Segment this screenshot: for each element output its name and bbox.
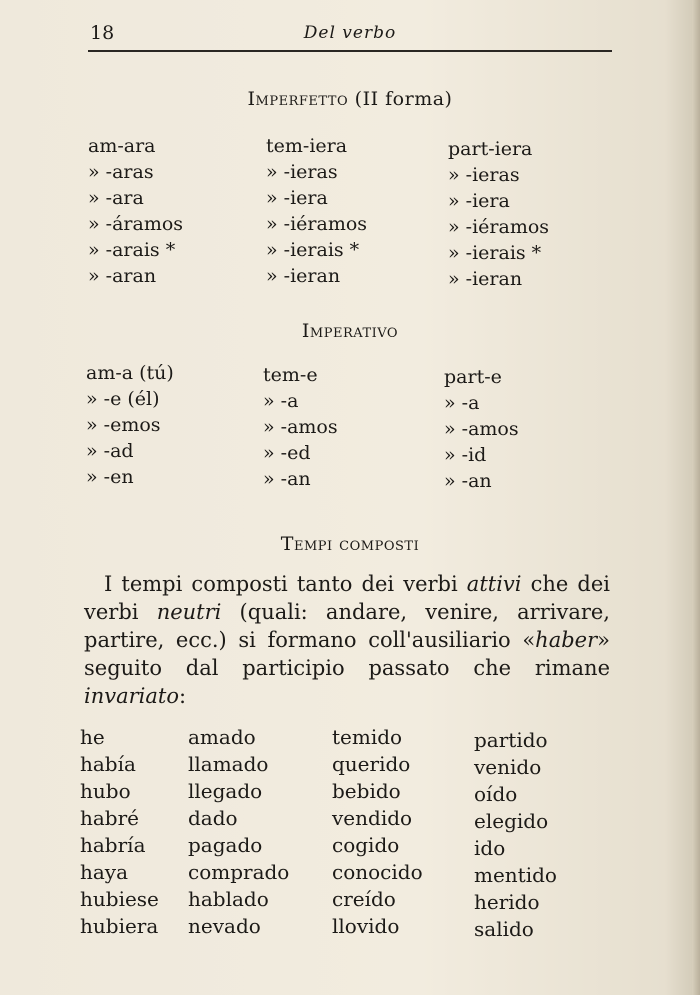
header-rule <box>88 50 612 52</box>
table-cell: hubiera <box>80 914 159 938</box>
table-cell: cogido <box>332 833 400 857</box>
conjugation-form: » -amos <box>444 418 519 440</box>
conjugation-form: » -arais * <box>88 239 176 261</box>
table-cell: habría <box>80 833 146 857</box>
paragraph-text: I tempi composti tanto dei verbi <box>104 572 467 596</box>
auxiliary-column <box>80 724 159 940</box>
running-title: Del verbo <box>303 23 397 43</box>
conjugation-form: » -aran <box>88 265 157 287</box>
table-cell: herido <box>474 890 540 914</box>
table-cell: vendido <box>332 806 413 830</box>
table-cell: partido <box>474 728 548 752</box>
table-cell: venido <box>474 755 542 779</box>
conjugation-form: » -an <box>444 470 492 492</box>
conjugation-form: » -id <box>444 444 487 466</box>
table-cell: llegado <box>188 779 263 803</box>
emphasis-haber: haber <box>535 628 598 652</box>
tempi-composti-heading: Tempi composti <box>280 533 420 555</box>
table-cell: hubiese <box>80 887 159 911</box>
table-cell: habré <box>80 806 140 830</box>
conjugation-form: » -ieran <box>448 268 523 290</box>
table-cell: creído <box>332 887 396 911</box>
imperfetto-title: Imperfetto <box>247 88 349 110</box>
conjugation-form: am-ara <box>88 135 156 157</box>
conjugation-form: » -en <box>86 466 134 488</box>
conjugation-form: » -aras <box>88 161 154 183</box>
participle-column-ar <box>188 724 289 940</box>
tempi-composti-paragraph <box>84 570 610 710</box>
table-cell: pagado <box>188 833 263 857</box>
table-cell: comprado <box>188 860 290 884</box>
table-cell: llovido <box>332 914 400 938</box>
imperativo-heading: Imperativo <box>301 320 399 342</box>
conjugation-form: » -ierais * <box>266 239 360 261</box>
table-cell: temido <box>332 725 403 749</box>
conjugation-form: part-e <box>444 366 502 388</box>
conjugation-form: tem-iera <box>266 135 348 157</box>
table-cell: llamado <box>188 752 269 776</box>
conjugation-form: » -ieras <box>266 161 338 183</box>
table-cell: hubo <box>80 779 131 803</box>
table-cell: salido <box>474 917 534 941</box>
conjugation-form: » -iera <box>448 190 510 212</box>
conjugation-form: » -emos <box>86 414 161 436</box>
conjugation-form: » -áramos <box>88 213 184 235</box>
table-cell: oído <box>474 782 518 806</box>
conjugation-form: » -amos <box>263 416 338 438</box>
conjugation-form: part-iera <box>448 138 533 160</box>
table-cell: mentido <box>474 863 557 887</box>
imperfetto-column-ir <box>448 136 549 292</box>
imperfetto-subtitle: (II forma) <box>354 88 453 110</box>
emphasis-invariato: invariato <box>84 684 179 708</box>
table-cell: bebido <box>332 779 401 803</box>
imperfetto-heading <box>0 88 700 110</box>
conjugation-form: » -iéramos <box>266 213 368 235</box>
conjugation-form: » -e (él) <box>86 388 160 410</box>
paragraph-text: (quali: andare, venire, arrivare, partire, ecc.) si formano coll'ausiliario « <box>84 600 610 652</box>
page-number: 18 <box>90 22 115 44</box>
table-cell: amado <box>188 725 256 749</box>
table-cell: hablado <box>188 887 269 911</box>
imperativo-column-ar <box>86 360 174 490</box>
table-cell: conocido <box>332 860 423 884</box>
conjugation-form: » -ara <box>88 187 144 209</box>
conjugation-form: tem-e <box>263 364 318 386</box>
conjugation-form: » -ieran <box>266 265 341 287</box>
imperativo-column-er <box>263 362 338 492</box>
conjugation-form: » -ierais * <box>448 242 542 264</box>
imperativo-column-ir <box>444 364 519 494</box>
participle-column-er <box>332 724 423 940</box>
table-cell: dado <box>188 806 238 830</box>
emphasis-neutri: neutri <box>156 600 222 624</box>
paragraph-text: : <box>178 684 187 708</box>
running-head <box>88 20 612 50</box>
conjugation-form: » -ad <box>86 440 134 462</box>
conjugation-form: » -iera <box>266 187 328 209</box>
table-cell: ido <box>474 836 506 860</box>
table-cell: querido <box>332 752 411 776</box>
table-cell: nevado <box>188 914 261 938</box>
participle-column-ir <box>474 727 557 943</box>
emphasis-attivi: attivi <box>466 572 522 596</box>
page-edge <box>692 0 700 995</box>
imperfetto-column-er <box>266 133 367 289</box>
conjugation-form: » -ieras <box>448 164 520 186</box>
conjugation-form: » -iéramos <box>448 216 550 238</box>
paragraph-text: che dei verbi <box>84 572 610 624</box>
conjugation-form: » -ed <box>263 442 311 464</box>
table-cell: había <box>80 752 136 776</box>
table-cell: elegido <box>474 809 549 833</box>
paragraph-text: » seguito dal participio passato che rimane <box>84 628 610 680</box>
conjugation-form: » -a <box>263 390 299 412</box>
table-cell: he <box>80 725 105 749</box>
table-cell: haya <box>80 860 129 884</box>
conjugation-form: » -an <box>263 468 311 490</box>
imperfetto-column-ar <box>88 133 183 289</box>
conjugation-form: » -a <box>444 392 480 414</box>
conjugation-form: am-a (tú) <box>86 362 174 384</box>
